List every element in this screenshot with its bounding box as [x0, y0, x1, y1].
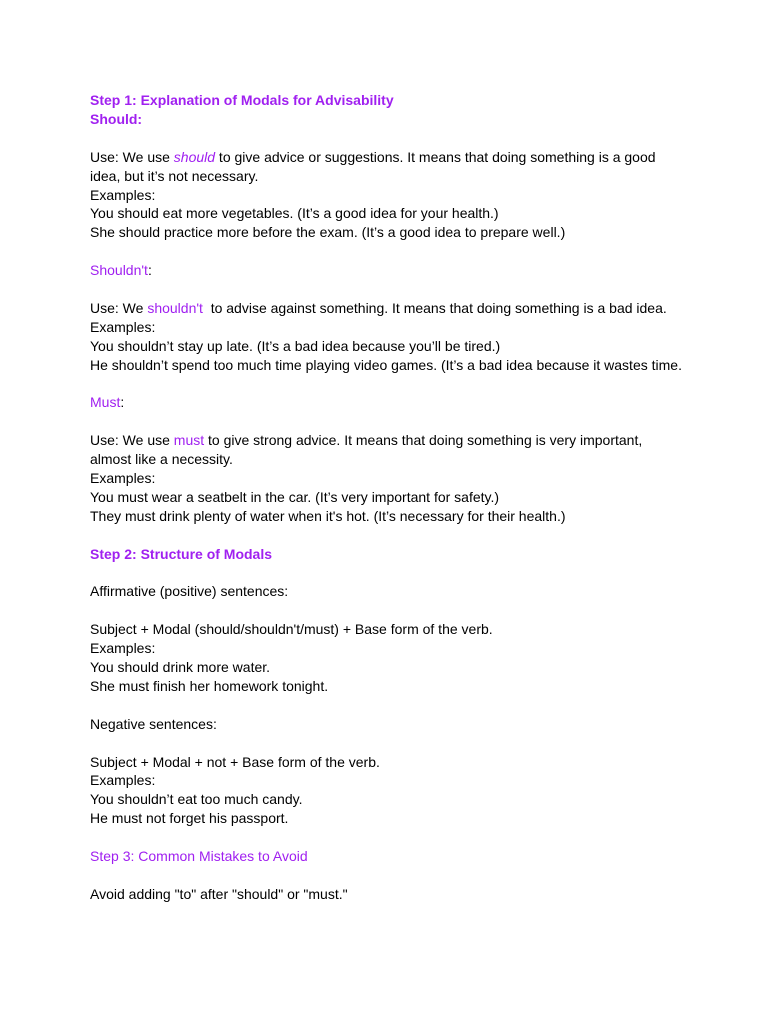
- must-examples-label: Examples:: [90, 470, 156, 487]
- shouldnt-use-line: Use: We shouldn't to advise against something. It means that doing something is a bad idea.: [90, 299, 667, 316]
- must-example: They must drink plenty of water when it's hot. (It’s necessary for their health.): [90, 507, 566, 524]
- spacer: [90, 734, 730, 753]
- negative-structure: Subject + Modal + not + Base form of the verb.: [90, 753, 380, 770]
- spacer: [90, 412, 730, 431]
- must-use-line: Use: We use must to give strong advice. It means that doing something is very important,: [90, 432, 643, 449]
- should-examples-label: Examples:: [90, 186, 156, 203]
- spacer: [90, 129, 730, 148]
- shouldnt-examples-label: Examples:: [90, 318, 156, 335]
- negative-example: He must not forget his passport.: [90, 810, 289, 827]
- should-keyword: should: [173, 148, 216, 165]
- spacer: [90, 375, 730, 394]
- spacer: [90, 696, 730, 715]
- affirmative-structure: Subject + Modal (should/shouldn't/must) + Base form of the verb.: [90, 621, 493, 638]
- must-example: You must wear a seatbelt in the car. (It’s very important for safety.): [90, 488, 500, 505]
- spacer: [90, 526, 730, 545]
- document-body: [90, 91, 730, 904]
- spacer: [90, 866, 730, 885]
- must-keyword: must: [173, 432, 205, 449]
- affirmative-example: You should drink more water.: [90, 659, 271, 676]
- should-use-line-2: idea, but it’s not necessary.: [90, 167, 259, 184]
- must-label: Must:: [90, 394, 125, 411]
- shouldnt-label: Shouldn't:: [90, 262, 152, 279]
- step1-heading: Step 1: Explanation of Modals for Advisability: [90, 92, 394, 108]
- must-use-line-2: almost like a necessity.: [90, 451, 233, 468]
- should-example: She should practice more before the exam. (It’s a good idea to prepare well.): [90, 224, 566, 241]
- spacer: [90, 280, 730, 299]
- negative-example: You shouldn’t eat too much candy.: [90, 791, 303, 808]
- shouldnt-keyword: shouldn't: [147, 299, 203, 316]
- affirmative-examples-label: Examples:: [90, 640, 156, 657]
- spacer: [90, 828, 730, 847]
- should-example: You should eat more vegetables. (It’s a good idea for your health.): [90, 205, 499, 222]
- spacer: [90, 242, 730, 261]
- step3-heading: Step 3: Common Mistakes to Avoid: [90, 848, 308, 865]
- should-label: Should:: [90, 110, 143, 127]
- affirmative-example: She must finish her homework tonight.: [90, 677, 329, 694]
- spacer: [90, 601, 730, 620]
- shouldnt-example: He shouldn’t spend too much time playing video games. (It’s a bad idea because it wastes time.: [90, 356, 682, 373]
- spacer: [90, 564, 730, 583]
- affirmative-label: Affirmative (positive) sentences:: [90, 583, 289, 600]
- negative-examples-label: Examples:: [90, 772, 156, 789]
- step3-text: Avoid adding "to" after "should" or "must.": [90, 885, 348, 902]
- shouldnt-example: You shouldn’t stay up late. (It’s a bad idea because you’ll be tired.): [90, 337, 501, 354]
- negative-label: Negative sentences:: [90, 715, 217, 732]
- should-use-line: Use: We use should to give advice or suggestions. It means that doing something is a good: [90, 148, 656, 165]
- step2-heading: Step 2: Structure of Modals: [90, 545, 273, 562]
